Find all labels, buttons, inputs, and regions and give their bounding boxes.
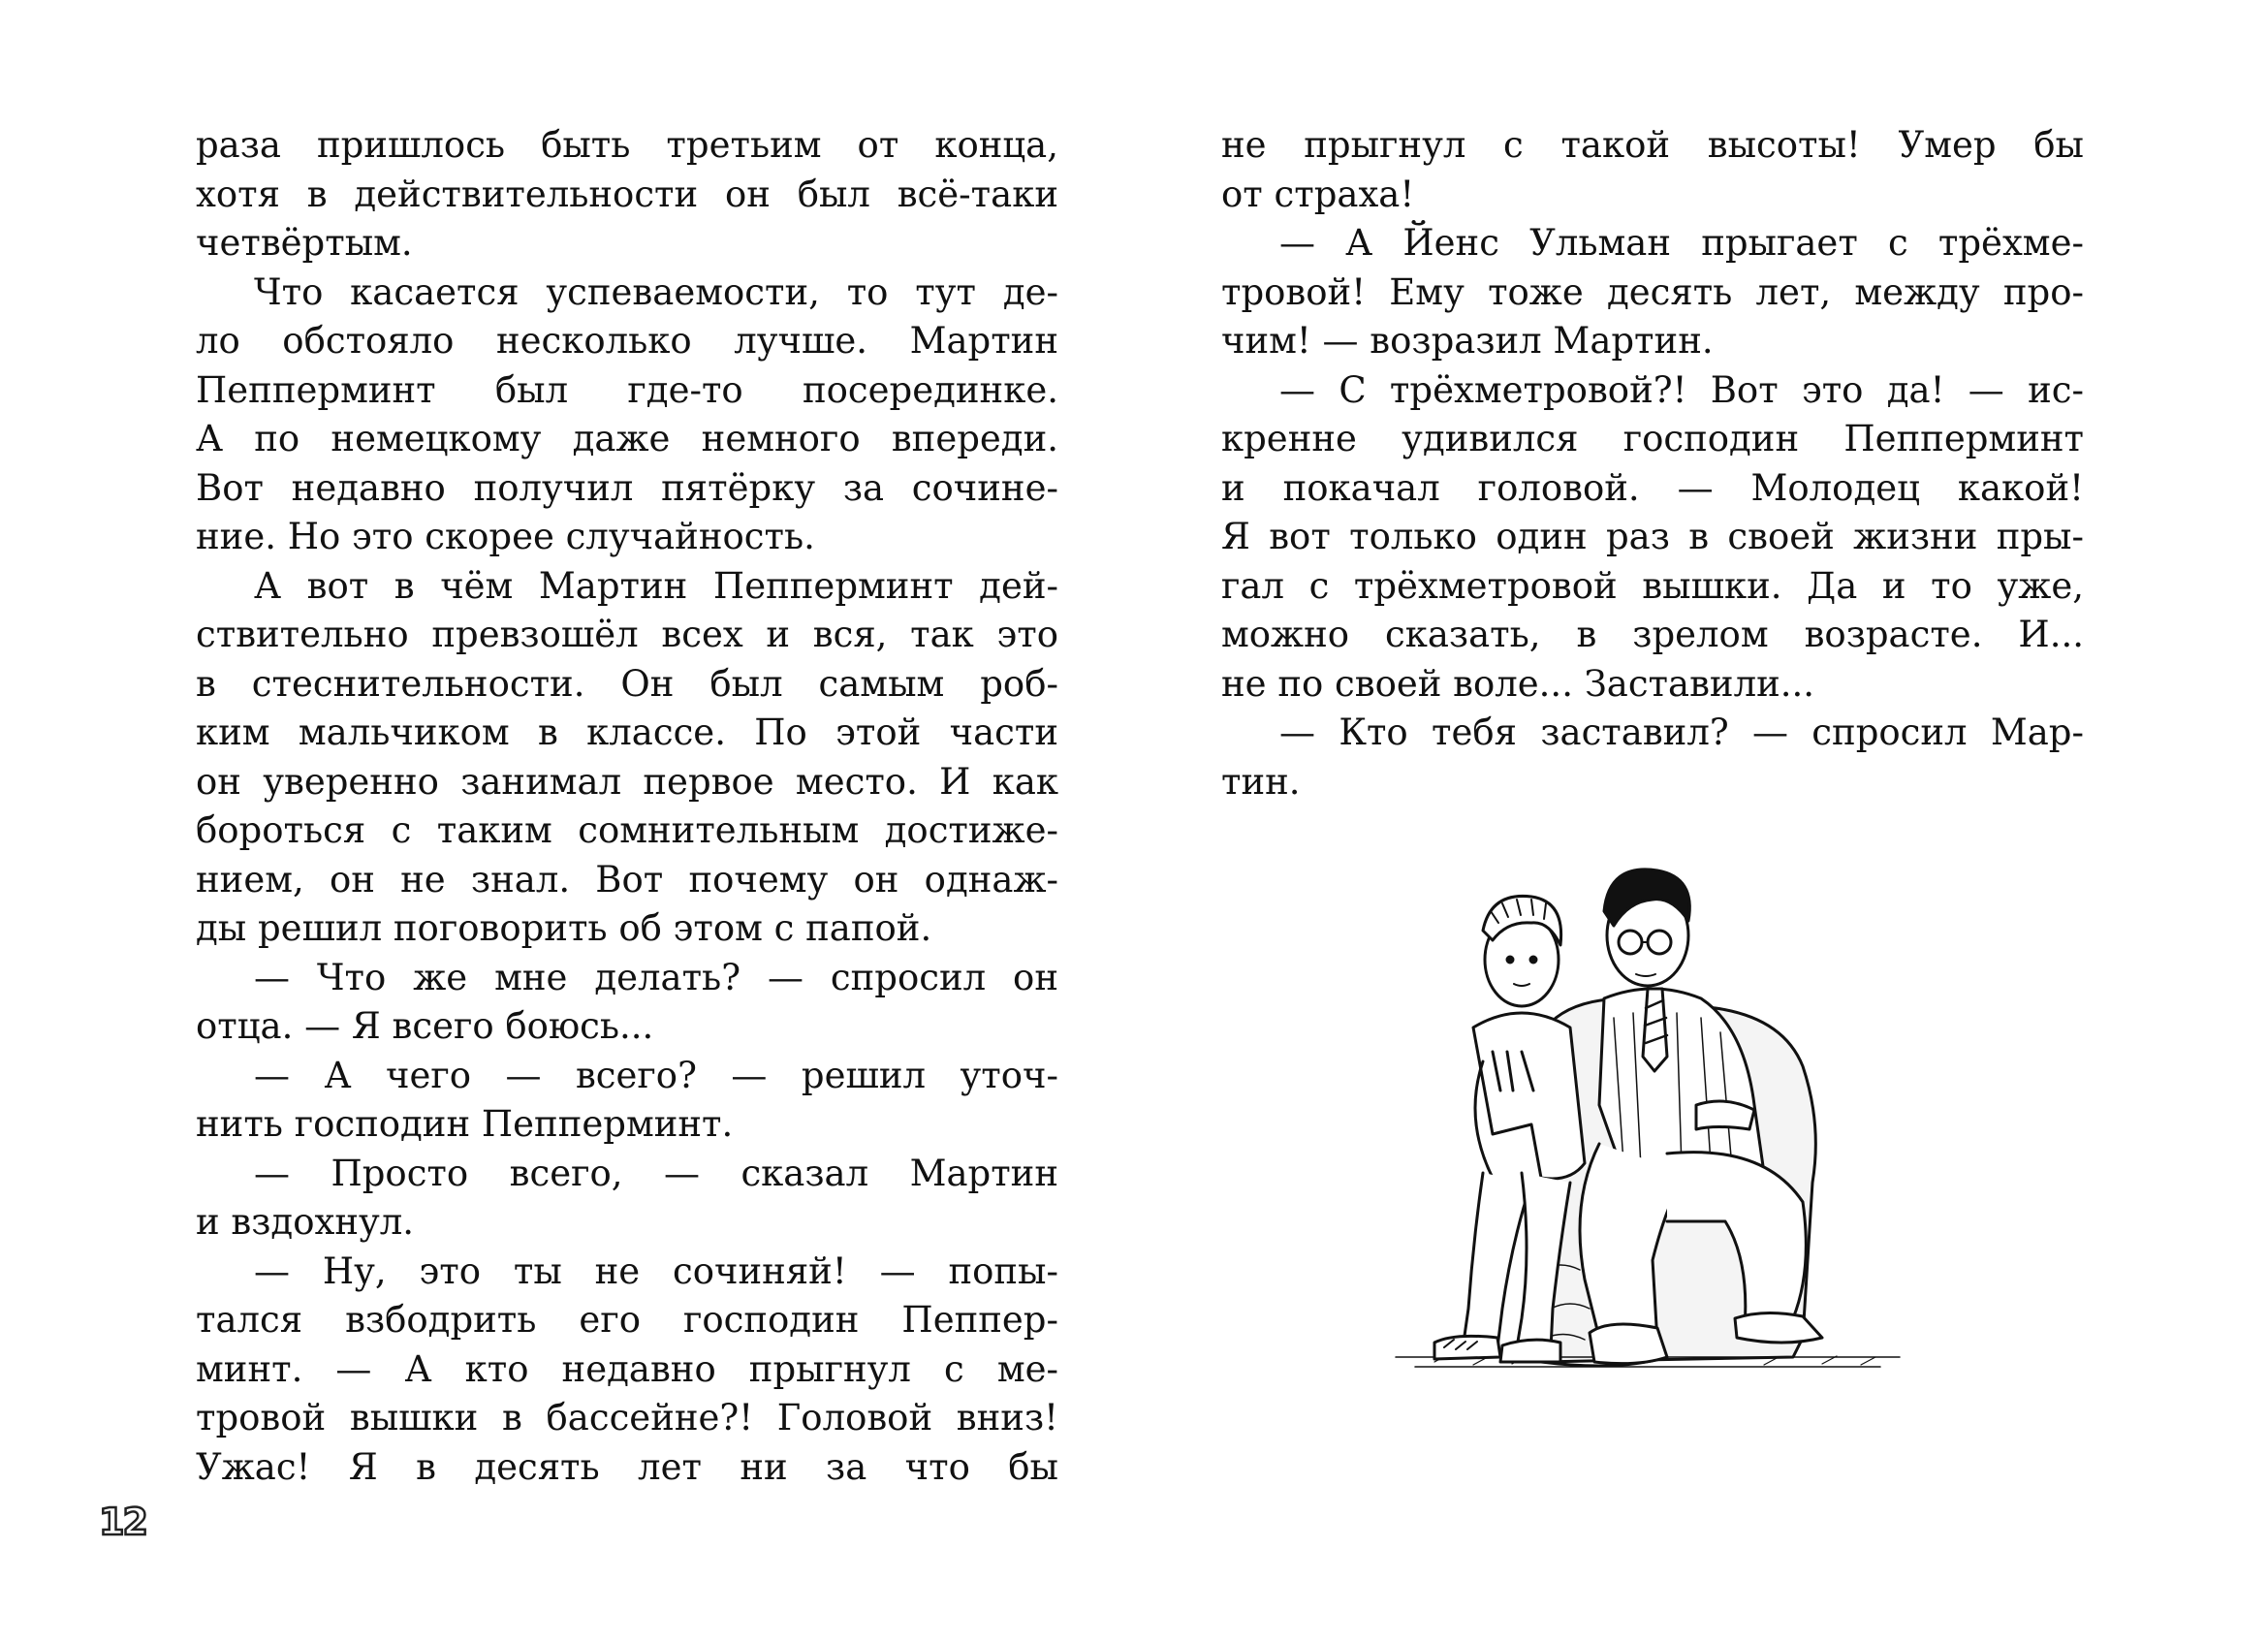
text-line: нием, он не знал. Вот почему он однаж- bbox=[196, 858, 1058, 901]
text-line: Что касается успеваемости, то тут де- bbox=[254, 270, 1058, 313]
text-line: ние. Но это скорее случайность. bbox=[196, 516, 815, 557]
page-number: 12 bbox=[99, 1501, 146, 1543]
text-line: — Кто тебя заставил? — спросил Мар- bbox=[1279, 711, 2084, 753]
text-line: бороться с таким сомнительным достиже- bbox=[196, 809, 1058, 851]
text-line: ствительно превзошёл всех и вся, так это bbox=[196, 614, 1058, 655]
text-line: кренне удивился господин Пепперминт bbox=[1221, 418, 2084, 459]
text-line: — С трёхметровой?! Вот это да! — ис- bbox=[1279, 368, 2084, 411]
text-line: в стеснительности. Он был самым роб- bbox=[196, 662, 1058, 705]
left-page-text bbox=[196, 121, 1058, 1492]
text-line: чим! — возразил Мартин. bbox=[1221, 320, 1714, 362]
text-line: — Ну, это ты не сочиняй! — попы- bbox=[254, 1249, 1058, 1292]
text-line: гал с трёхметровой вышки. Да и то уже, bbox=[1221, 564, 2084, 607]
text-line: — Просто всего, — сказал Мартин bbox=[254, 1152, 1058, 1194]
text-line: хотя в действительности он был всё-таки bbox=[196, 173, 1058, 215]
text-line: тровой! Ему тоже десять лет, между про- bbox=[1221, 270, 2084, 313]
text-line: А по немецкому даже немного впереди. bbox=[196, 418, 1058, 459]
text-line: — А чего — всего? — решил уточ- bbox=[254, 1054, 1058, 1096]
text-line: и покачал головой. — Молодец какой! bbox=[1221, 466, 2084, 509]
text-line: нить господин Пепперминт. bbox=[196, 1103, 734, 1145]
text-line: минт. — А кто недавно прыгнул с ме- bbox=[196, 1347, 1058, 1390]
right-page-text bbox=[1221, 121, 2084, 806]
text-line: Я вот только один раз в своей жизни пры- bbox=[1221, 516, 2084, 557]
text-line: тровой вышки в бассейне?! Головой вниз! bbox=[196, 1397, 1058, 1438]
text-line: ло обстояло несколько лучше. Мартин bbox=[196, 320, 1058, 362]
text-line: раза пришлось быть третьим от конца, bbox=[196, 124, 1058, 166]
text-line: ды решил поговорить об этом с папой. bbox=[196, 907, 932, 949]
text-line: Вот недавно получил пятёрку за сочине- bbox=[196, 466, 1058, 509]
text-line: отца. — Я всего боюсь... bbox=[196, 1005, 654, 1047]
boy-and-father-illustration bbox=[1376, 853, 1929, 1435]
text-line: от страха! bbox=[1221, 173, 1415, 215]
text-line: ким мальчиком в классе. По этой части bbox=[196, 711, 1058, 753]
text-line: Ужас! Я в десять лет ни за что бы bbox=[196, 1445, 1058, 1488]
text-line: не по своей воле... Заставили... bbox=[1221, 662, 1815, 705]
text-line: Пепперминт был где-то посерединке. bbox=[196, 368, 1058, 411]
text-line: он уверенно занимал первое место. И как bbox=[196, 760, 1058, 803]
text-line: — Что же мне делать? — спросил он bbox=[254, 956, 1058, 998]
text-line: — А Йенс Ульман прыгает с трёхме- bbox=[1279, 222, 2084, 264]
text-line: и вздохнул. bbox=[196, 1201, 415, 1243]
text-line: можно сказать, в зрелом возрасте. И... bbox=[1221, 614, 2084, 655]
text-line: четвёртым. bbox=[196, 222, 413, 264]
text-line: тался взбодрить его господин Пеппер- bbox=[196, 1299, 1058, 1341]
text-line: тин. bbox=[1221, 760, 1301, 803]
text-line: А вот в чём Мартин Пепперминт дей- bbox=[254, 564, 1058, 607]
text-line: не прыгнул с такой высоты! Умер бы bbox=[1221, 124, 2084, 166]
